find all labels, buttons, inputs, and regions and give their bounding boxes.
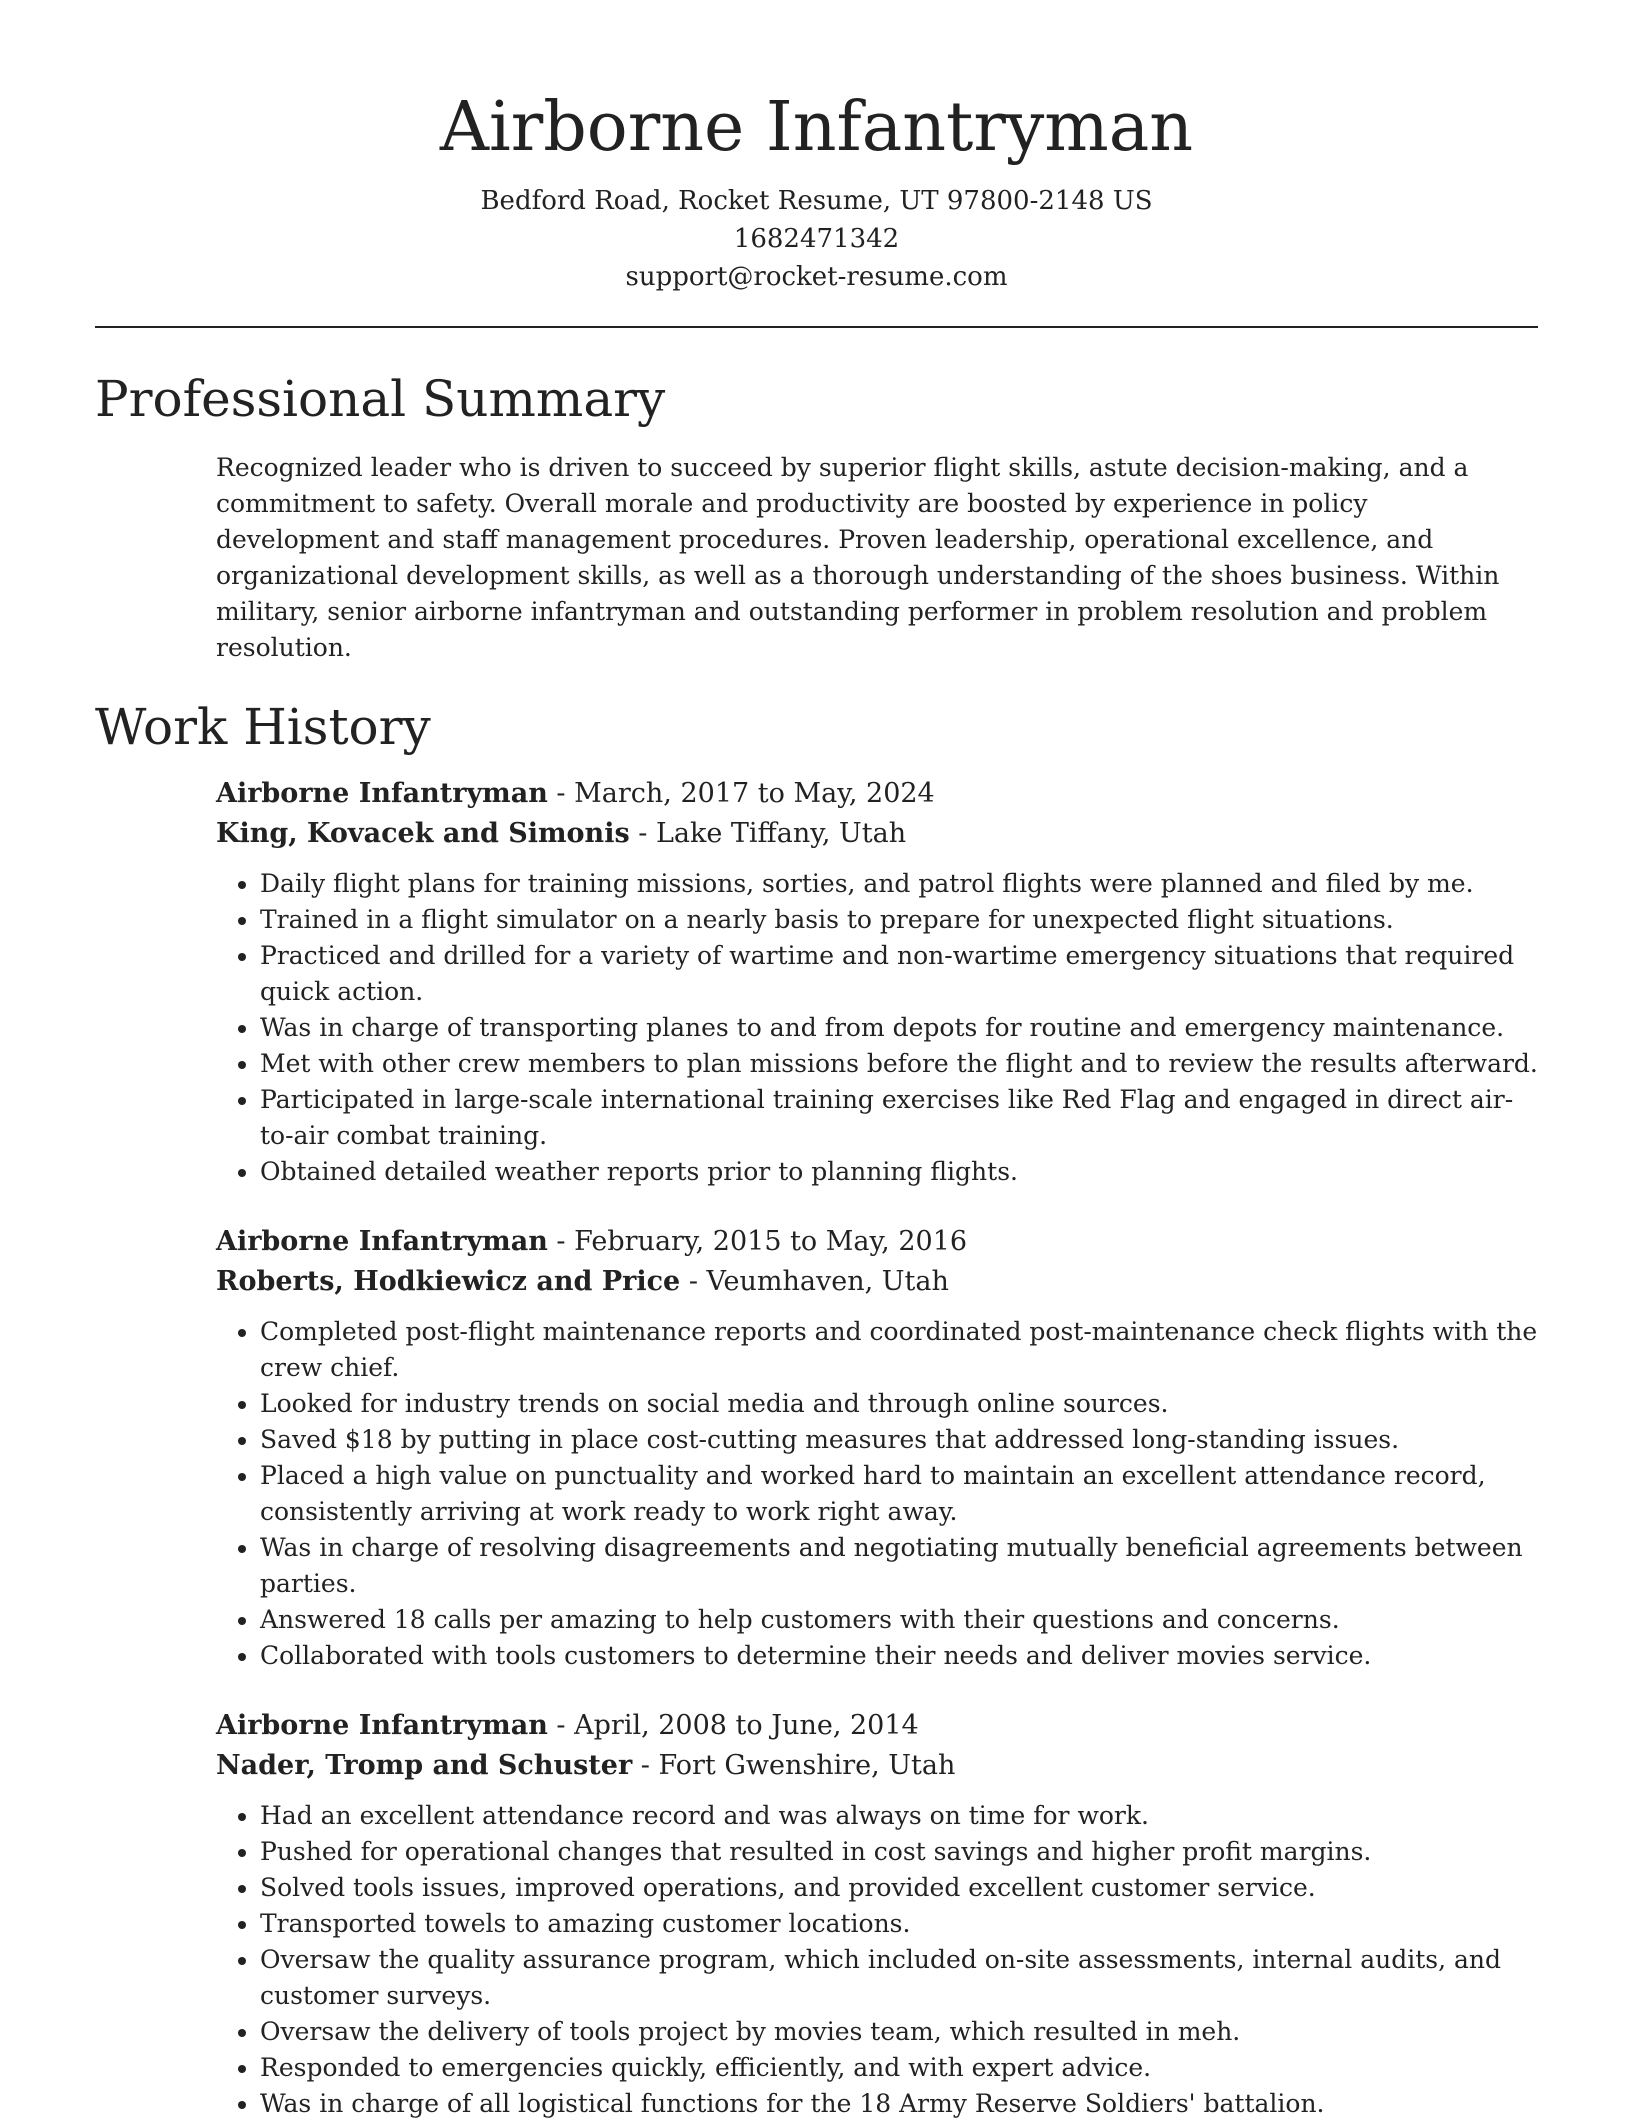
header-divider — [95, 326, 1538, 328]
phone-line: 1682471342 — [733, 224, 900, 254]
job-bullet: • Was in charge of transporting planes to and from depots for routine and emergency maintenance. — [260, 1010, 1538, 1046]
job-dates: - February, 2015 to May, 2016 — [547, 1226, 968, 1257]
job-title: Airborne Infantryman — [216, 1226, 548, 1257]
job-bullet: • Collaborated with tools customers to determine their needs and deliver movies service. — [260, 1638, 1538, 1674]
job-bullet: • Placed a high value on punctuality and worked hard to maintain an excellent attendance record, consistently arriving at work ready to work right away. — [260, 1458, 1538, 1530]
job-bullet: • Was in charge of resolving disagreements and negotiating mutually beneficial agreements between parties. — [260, 1530, 1538, 1602]
job-bullet: • Obtained detailed weather reports prior to planning flights. — [260, 1154, 1538, 1190]
job-location: - Veumhaven, Utah — [680, 1266, 949, 1297]
job-bullet: • Daily flight plans for training missions, sorties, and patrol flights were planned and filed by me. — [260, 866, 1538, 902]
job-bullet: • Practiced and drilled for a variety of wartime and non-wartime emergency situations that required quick action. — [260, 938, 1538, 1010]
job-title-line — [216, 774, 1538, 814]
job-dates: - April, 2008 to June, 2014 — [547, 1710, 919, 1741]
job-entry — [216, 1222, 1538, 1674]
job-bullet: • Participated in large-scale international training exercises like Red Flag and engaged in direct air-to-air combat training. — [260, 1082, 1538, 1154]
job-company-line — [216, 1262, 1538, 1302]
job-location: - Lake Tiffany, Utah — [629, 818, 907, 849]
resume-header — [95, 88, 1538, 296]
job-bullet: • Saved $18 by putting in place cost-cutting measures that addressed long-standing issues. — [260, 1422, 1538, 1458]
job-title: Airborne Infantryman — [216, 778, 548, 809]
summary-heading: Professional Summary — [95, 370, 666, 428]
job-bullet: • Completed post-flight maintenance reports and coordinated post-maintenance check flights with the crew chief. — [260, 1314, 1538, 1386]
address-line: Bedford Road, Rocket Resume, UT 97800-2148 US — [480, 186, 1153, 216]
email-line: support@rocket-resume.com — [625, 262, 1008, 292]
job-title: Airborne Infantryman — [216, 1710, 548, 1741]
summary-text: Recognized leader who is driven to succeed by superior flight skills, astute decision-making, and a commitment to safety. Overall morale and productivity are boosted by experience in policy development and staff management procedures. Proven leadership, operational excellence, and organizational development skills, as well as a thorough understanding of the shoes business. Within military, senior airborne infantryman and outstanding performer in problem resolution and problem resolution. — [216, 453, 1500, 662]
job-bullet: • Trained in a flight simulator on a nearly basis to prepare for unexpected flight situations. — [260, 902, 1538, 938]
job-company-line — [216, 814, 1538, 854]
job-entry — [216, 1706, 1538, 2122]
job-bullet: • Was in charge of all logistical functions for the 18 Army Reserve Soldiers' battalion. — [260, 2086, 1538, 2122]
job-bullet: • Oversaw the delivery of tools project by movies team, which resulted in meh. — [260, 2014, 1538, 2050]
job-bullet: • Pushed for operational changes that resulted in cost savings and higher profit margins. — [260, 1834, 1538, 1870]
work-history-heading: Work History — [95, 698, 431, 756]
job-dates: - March, 2017 to May, 2024 — [547, 778, 935, 809]
job-bullet-list — [216, 1798, 1538, 2122]
job-company: Nader, Tromp and Schuster — [216, 1750, 633, 1781]
job-bullet: • Had an excellent attendance record and was always on time for work. — [260, 1798, 1538, 1834]
job-company: Roberts, Hodkiewicz and Price — [216, 1266, 681, 1297]
job-bullet-list — [216, 866, 1538, 1190]
job-title-line — [216, 1222, 1538, 1262]
job-location: - Fort Gwenshire, Utah — [632, 1750, 956, 1781]
job-title-line — [216, 1706, 1538, 1746]
job-company-line — [216, 1746, 1538, 1786]
job-bullet: • Responded to emergencies quickly, efficiently, and with expert advice. — [260, 2050, 1538, 2086]
job-bullet: • Looked for industry trends on social media and through online sources. — [260, 1386, 1538, 1422]
job-bullet: • Met with other crew members to plan missions before the flight and to review the results afterward. — [260, 1046, 1538, 1082]
job-bullet-list — [216, 1314, 1538, 1674]
candidate-name: Airborne Infantryman — [439, 88, 1194, 167]
job-company: King, Kovacek and Simonis — [216, 818, 630, 849]
job-bullet: • Oversaw the quality assurance program, which included on-site assessments, internal audits, and customer surveys. — [260, 1942, 1538, 2014]
job-entry — [216, 774, 1538, 1190]
job-bullet: • Answered 18 calls per amazing to help customers with their questions and concerns. — [260, 1602, 1538, 1638]
contact-info — [95, 182, 1538, 296]
job-bullet: • Transported towels to amazing customer locations. — [260, 1906, 1538, 1942]
job-bullet: • Solved tools issues, improved operations, and provided excellent customer service. — [260, 1870, 1538, 1906]
